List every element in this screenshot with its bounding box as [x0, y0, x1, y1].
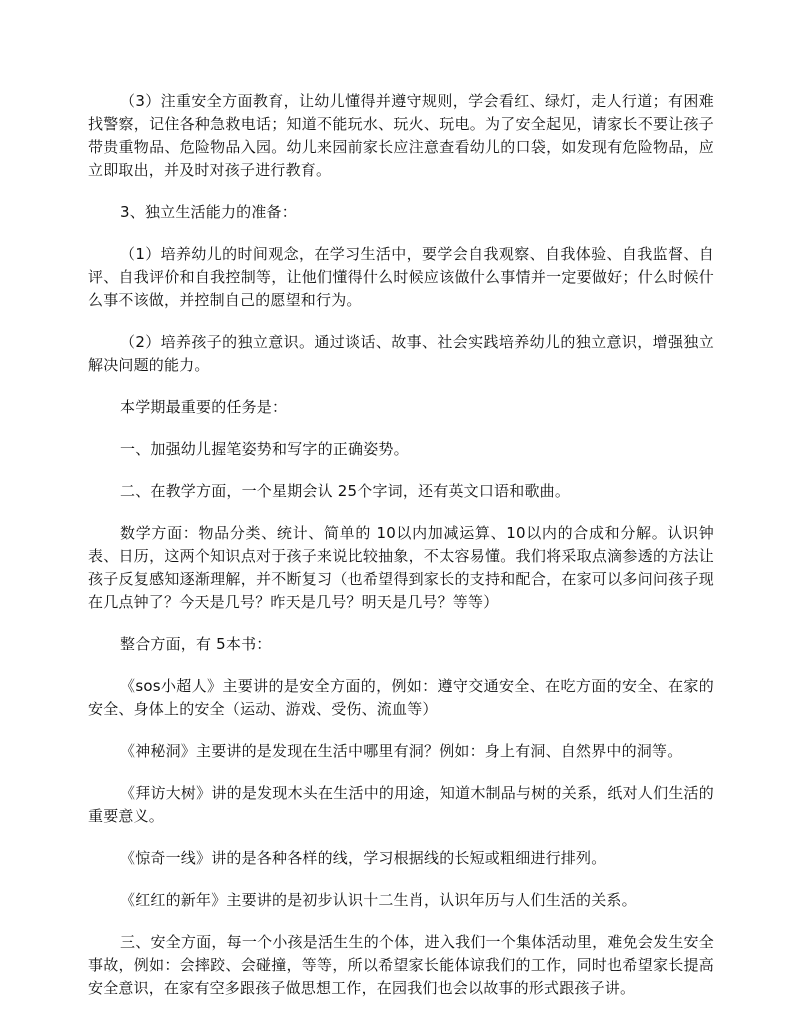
teaching-paragraph: 二、在教学方面，一个星期会认 25个字词，还有英文口语和歌曲。 [120, 482, 571, 500]
book-red-new-year-paragraph: 《红红的新年》主要讲的是初步认识十二生肖，认识年历与人们生活的关系。 [120, 891, 637, 909]
book-sos-paragraph: 《sos小超人》主要讲的是安全方面的，例如：遵守交通安全、在吃方面的安全、在家的安全、身体上的安全（运动、游戏、受伤、流血等） [88, 677, 714, 718]
safety-aspect-paragraph: 三、安全方面，每一个小孩是活生生的个体，进入我们一个集体活动里，难免会发生安全事故，例如：会摔跤、会碰撞，等等，所以希望家长能体谅我们的工作，同时也希望家长提高安全意识，在家有空多跟孩子做思想工作，在园我们也会以故事的形式跟孩子讲。 [88, 933, 714, 997]
time-concept-paragraph: （1）培养幼儿的时间观念，在学习生活中，要学会自我观察、自我体验、自我监督、自评、自我评价和自我控制等，让他们懂得什么时候应该做什么事情并一定要做好；什么时候什么事不该做，并控制自己的愿望和行为。 [88, 245, 714, 309]
book-visit-tree-paragraph: 《拜访大树》讲的是发现木头在生活中的用途，知道木制品与树的关系，纸对人们生活的重要意义。 [88, 784, 714, 825]
integration-heading: 整合方面，有 5本书： [120, 635, 272, 653]
pen-posture-paragraph: 一、加强幼儿握笔姿势和写字的正确姿势。 [120, 440, 409, 458]
independence-paragraph: （2）培养孩子的独立意识。通过谈话、故事、社会实践培养幼儿的独立意识，增强独立解决问题的能力。 [88, 333, 714, 374]
semester-tasks-heading: 本学期最重要的任务是： [120, 398, 288, 416]
math-paragraph: 数学方面：物品分类、统计、简单的 10以内加减运算、10以内的合成和分解。认识钟表、日历，这两个知识点对于孩子来说比较抽象，不太容易懂。我们将采取点滴参透的方法让孩子反复感知逐渐理解，并不断复习（也希望得到家长的支持和配合，在家可以多问问孩子现在几点钟了？今天是几号？昨天是几号？明天是几号？等等） [88, 524, 714, 611]
book-mystery-hole-paragraph: 《神秘洞》主要讲的是发现在生活中哪里有洞？例如：身上有洞、自然界中的洞等。 [120, 742, 683, 760]
independent-living-heading: 3、独立生活能力的准备： [120, 203, 297, 221]
document-body [88, 90, 714, 1019]
book-amazing-line-paragraph: 《惊奇一线》讲的是各种各样的线，学习根据线的长短或粗细进行排列。 [120, 849, 607, 867]
safety-education-paragraph: （3）注重安全方面教育，让幼儿懂得并遵守规则，学会看红、绿灯，走人行道；有困难找警察，记住各种急救电话；知道不能玩水、玩火、玩电。为了安全起见，请家长不要让孩子带贵重物品、危险物品入园。幼儿来园前家长应注意查看幼儿的口袋，如发现有危险物品，应立即取出，并及时对孩子进行教育。 [88, 92, 714, 179]
